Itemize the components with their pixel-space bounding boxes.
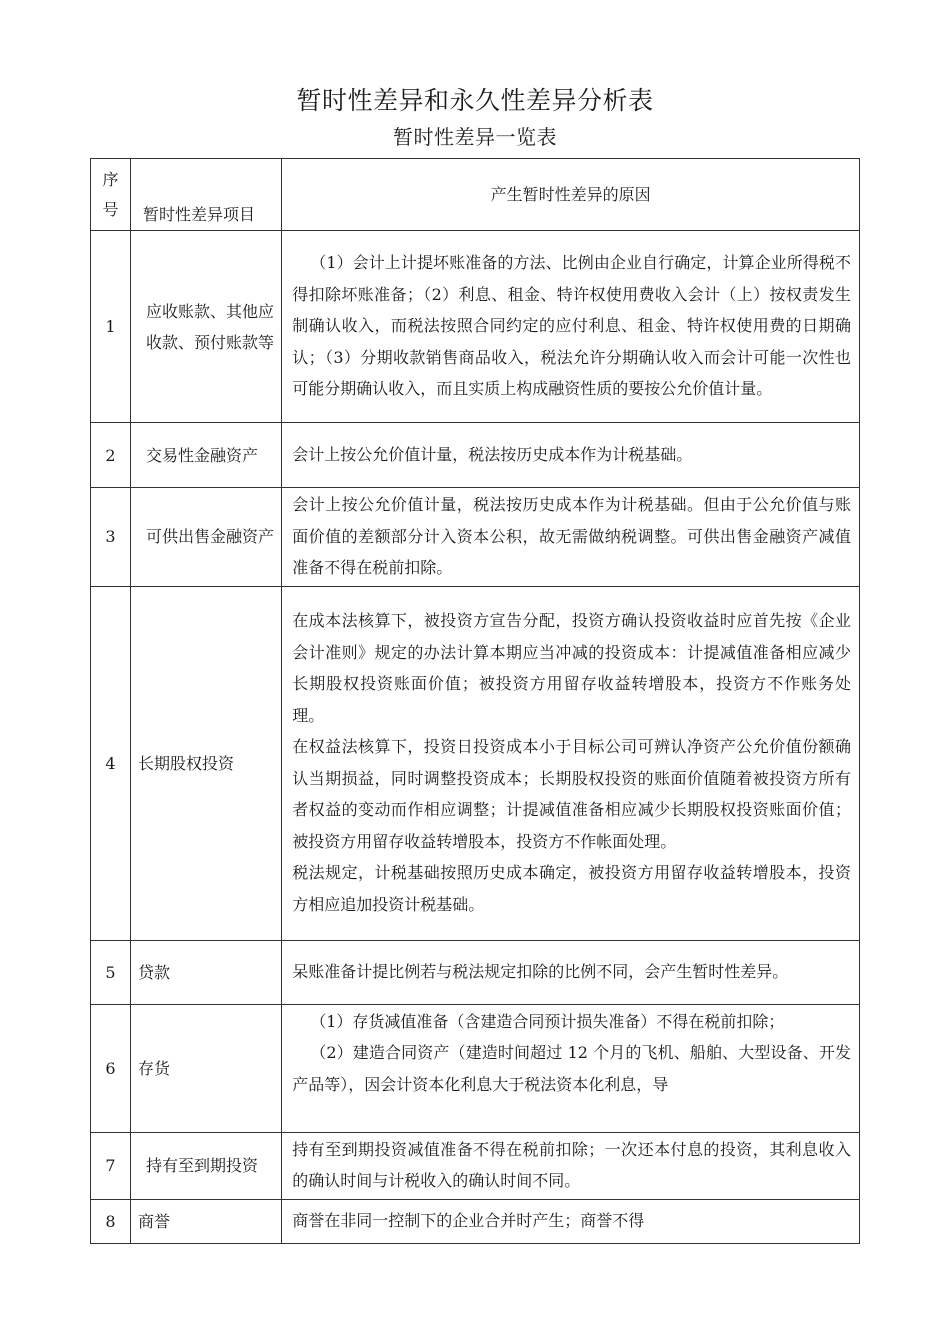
row-reason-text: 呆账准备计提比例若与税法规定扣除的比例不同，会产生暂时性差异。: [292, 961, 789, 981]
row-seq: 2: [91, 423, 131, 488]
row-item-text: 商誉: [138, 1211, 171, 1231]
table-header-row: [91, 159, 860, 231]
row-seq: 1: [91, 231, 131, 423]
header-seq-label: 序号: [102, 169, 119, 219]
row-item: [131, 1004, 282, 1132]
row-item: [131, 1199, 282, 1243]
row-item-text: 长期股权投资: [138, 753, 235, 773]
row-reason: [282, 488, 860, 587]
row-item-text: 交易性金融资产: [146, 445, 259, 465]
row-item: [131, 1132, 282, 1199]
row-seq: 3: [91, 488, 131, 587]
row-reason-text: 在成本法核算下，被投资方宣告分配，投资方确认投资收益时应首先按《企业会计准则》规定的办法计算本期应当冲减的投资成本：计提减值准备相应减少长期股权投资账面价值；被投资方用留存收益转增股本，投资方不作账务处理。: [292, 611, 851, 725]
row-item-text: 可供出售金融资产: [146, 527, 275, 547]
row-reason-text: 持有至到期投资减值准备不得在税前扣除；一次还本付息的投资，其利息收入的确认时间与计税收入的确认时间不同。: [292, 1139, 851, 1190]
table-row: [91, 1004, 860, 1132]
row-seq: 4: [91, 586, 131, 940]
row-item: [131, 423, 282, 488]
row-item-text: 应收账款、其他应收款、预付账款等: [146, 301, 275, 352]
row-seq: 6: [91, 1004, 131, 1132]
row-item: [131, 231, 282, 423]
row-reason-text: （1）会计上计提坏账准备的方法、比例由企业自行确定，计算企业所得税不得扣除坏账准备；（2）利息、租金、特许权使用费收入会计（上）按权责发生制确认收入，而税法按照合同约定的应付利息、租金、特许权使用费的日期确认；（3）分期收款销售商品收入，税法允许分期确认收入而会计可能一次性也可能分期确认收入，而且实质上构成融资性质的要按公允价值计量。: [292, 253, 851, 399]
row-reason: [282, 940, 860, 1004]
header-item: 暂时性差异项目: [131, 159, 282, 231]
row-reason-text: 商誉在非同一控制下的企业合并时产生；商誉不得: [292, 1210, 645, 1230]
row-seq: 8: [91, 1199, 131, 1243]
table-row: [91, 488, 860, 587]
row-reason-text: 在权益法核算下，投资日投资成本小于目标公司可辨认净资产公允价值份额确认当期损益，同时调整投资成本；长期股权投资的账面价值随着被投资方所有者权益的变动而作相应调整；计提减值准备相应减少长期股权投资账面价值；被投资方用留存收益转增股本，投资方不作帐面处理。: [292, 737, 851, 851]
row-reason-text: 税法规定，计税基础按照历史成本确定，被投资方用留存收益转增股本，投资方相应追加投资计税基础。: [292, 863, 851, 914]
table-row: [91, 231, 860, 423]
row-item-text: 存货: [138, 1058, 171, 1078]
row-reason: [282, 423, 860, 488]
table-row: [91, 1199, 860, 1243]
row-reason: [282, 231, 860, 423]
table-row: [91, 586, 860, 940]
difference-table: [90, 158, 860, 1244]
row-item: [131, 488, 282, 587]
header-reason: 产生暂时性差异的原因: [282, 159, 860, 231]
row-reason-text: 会计上按公允价值计量，税法按历史成本作为计税基础。但由于公允价值与账面价值的差额部分计入资本公积，故无需做纳税调整。可供出售金融资产减值准备不得在税前扣除。: [292, 495, 851, 577]
table-row: [91, 940, 860, 1004]
row-item-text: 贷款: [138, 962, 171, 982]
table-row: [91, 423, 860, 488]
table-subtitle: 暂时性差异一览表: [393, 125, 557, 149]
table-row: [91, 1132, 860, 1199]
row-reason: [282, 586, 860, 940]
row-reason-text: （1）存货减值准备（含建造合同预计损失准备）不得在税前扣除；: [310, 1011, 785, 1031]
row-seq: 5: [91, 940, 131, 1004]
row-reason: [282, 1132, 860, 1199]
row-item: [131, 940, 282, 1004]
document-title: 暂时性差异和永久性差异分析表: [296, 86, 654, 115]
header-seq: [91, 159, 131, 231]
row-reason-text: 会计上按公允价值计量，税法按历史成本作为计税基础。: [292, 444, 693, 464]
row-item-text: 持有至到期投资: [146, 1156, 259, 1175]
row-seq: 7: [91, 1132, 131, 1199]
row-reason: [282, 1199, 860, 1243]
row-reason-text: （2）建造合同资产（建造时间超过 12 个月的飞机、船舶、大型设备、开发产品等），因会计资本化利息大于税法资本化利息，导: [292, 1043, 851, 1094]
row-item: [131, 586, 282, 940]
row-reason: [282, 1004, 860, 1132]
